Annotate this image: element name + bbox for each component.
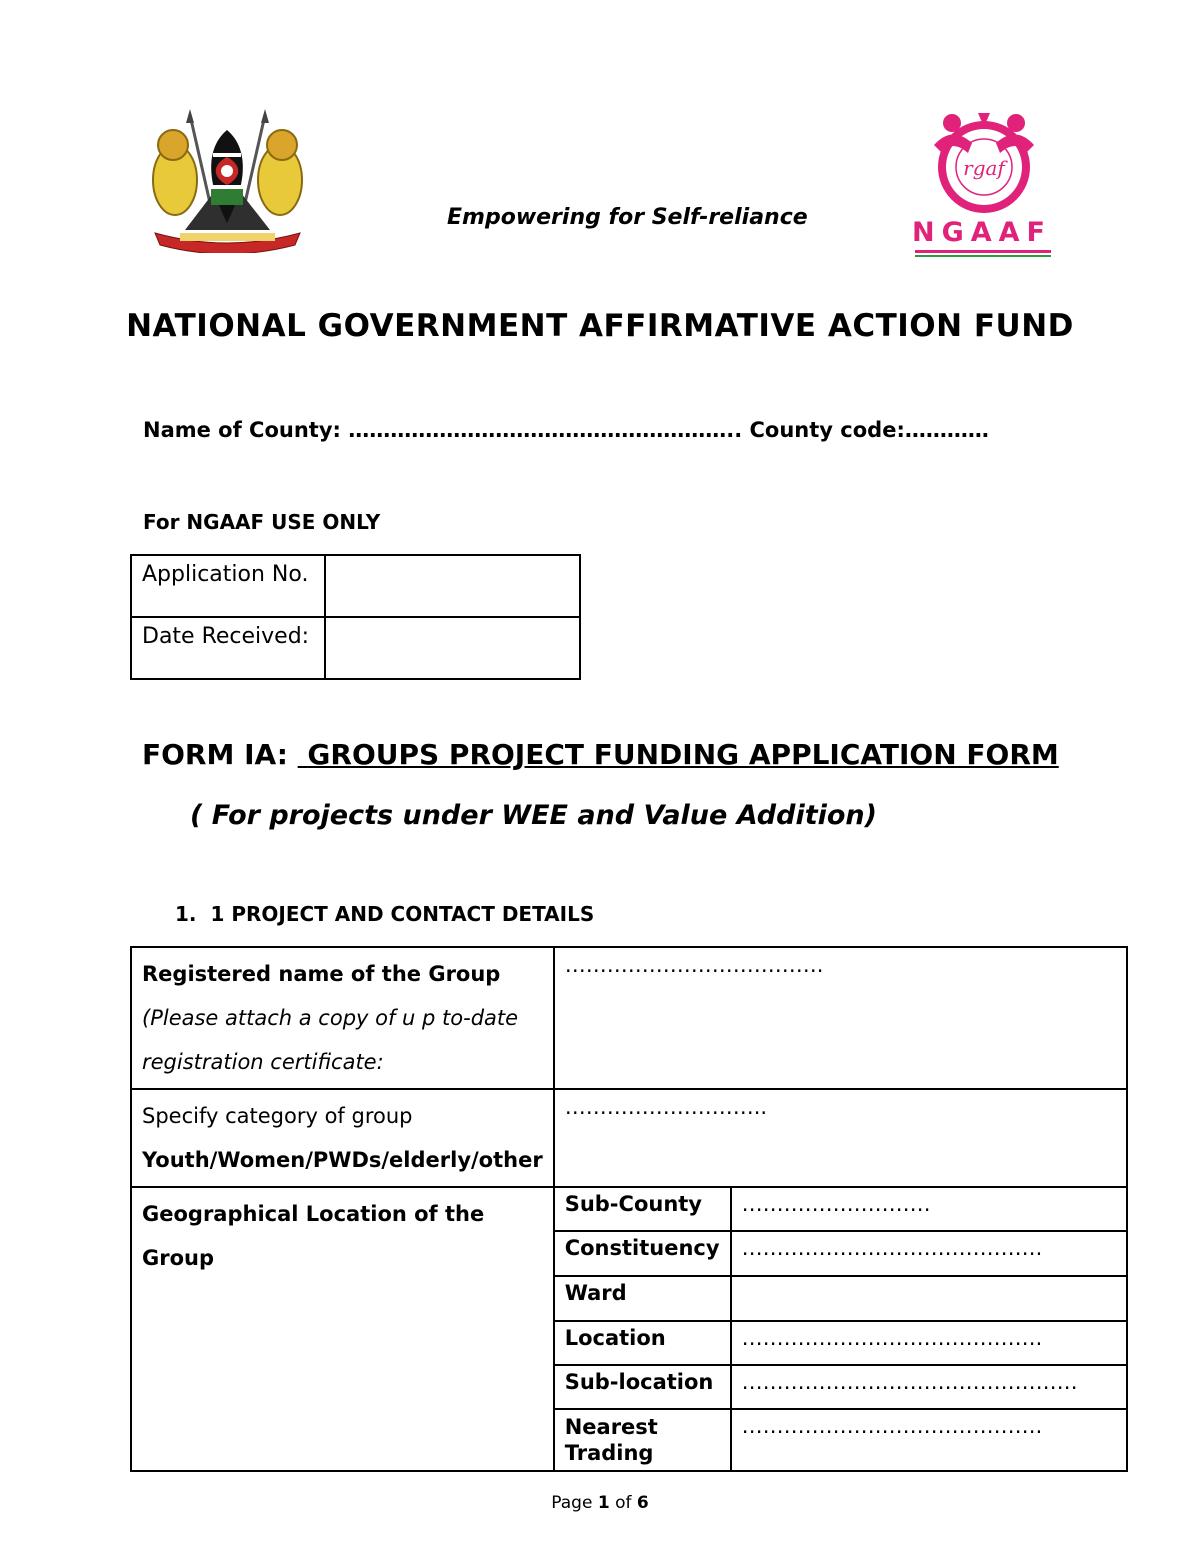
tagline: Empowering for Self-reliance	[447, 205, 808, 230]
ngaaf-logo	[912, 105, 1057, 257]
office-use-table	[130, 554, 581, 680]
page-footer	[0, 1493, 1200, 1513]
application-no-field[interactable]	[325, 555, 580, 617]
ngaaf-logo-text: NGAAF	[912, 217, 1052, 248]
sub-county-field[interactable]: ………………………	[731, 1187, 1127, 1231]
county-line	[143, 418, 989, 442]
table-row	[131, 1187, 1127, 1231]
table-row	[131, 617, 580, 679]
svg-text:rgaf: rgaf	[963, 156, 1005, 180]
group-name-label: Registered name of the Group	[142, 962, 501, 986]
form-name: GROUPS PROJECT FUNDING APPLICATION FORM	[307, 738, 1059, 771]
section-heading	[175, 902, 594, 926]
constituency-label: Constituency	[554, 1231, 731, 1276]
nearest-trading-field[interactable]: …………………………………….	[731, 1409, 1127, 1471]
constituency-field[interactable]: …………………………………….	[731, 1231, 1127, 1276]
location-row-label: Location	[554, 1321, 731, 1365]
section-number: 1.	[175, 902, 197, 926]
page-title: NATIONAL GOVERNMENT AFFIRMATIVE ACTION FUND	[126, 308, 1074, 344]
logo-underline-green	[915, 255, 1051, 257]
group-name-cell	[131, 947, 554, 1089]
table-row	[131, 555, 580, 617]
application-no-label: Application No.	[131, 555, 325, 617]
category-label: Specify category of group	[142, 1104, 413, 1128]
county-code-field[interactable]: …………	[904, 418, 989, 442]
page-total: 6	[636, 1493, 649, 1513]
category-field[interactable]: ………………………..	[554, 1089, 1127, 1187]
group-name-field[interactable]: ……………………………….	[554, 947, 1127, 1089]
group-name-note: (Please attach a copy of u p to-date registration certificate:	[142, 1006, 519, 1074]
county-name-label: Name of County:	[143, 418, 341, 442]
office-use-heading: For NGAAF USE ONLY	[143, 510, 381, 534]
location-field[interactable]: …………………………………….	[731, 1321, 1127, 1365]
form-subtitle: ( For projects under WEE and Value Addition)	[190, 800, 877, 831]
project-details-table	[130, 946, 1128, 1472]
sub-location-field[interactable]: …………………………………………	[731, 1365, 1127, 1409]
ngaaf-emblem-icon	[912, 105, 1057, 215]
location-label: Geographical Location of the Group	[131, 1187, 554, 1471]
county-name-field[interactable]: ………………………………………………..	[348, 418, 743, 442]
logo-underline-pink	[915, 250, 1051, 253]
table-row	[131, 947, 1127, 1089]
category-options: Youth/Women/PWDs/elderly/other	[142, 1148, 543, 1172]
county-code-label: County code:	[749, 418, 905, 442]
section-title: 1 PROJECT AND CONTACT DETAILS	[210, 902, 595, 926]
category-cell	[131, 1089, 554, 1187]
form-title	[142, 738, 1059, 771]
sub-county-label: Sub-County	[554, 1187, 731, 1231]
nearest-trading-label: Nearest Trading	[554, 1409, 731, 1471]
date-received-label: Date Received:	[131, 617, 325, 679]
page-prefix: Page	[551, 1493, 593, 1513]
ward-label: Ward	[554, 1276, 731, 1321]
date-received-field[interactable]	[325, 617, 580, 679]
sub-location-label: Sub-location	[554, 1365, 731, 1409]
table-row	[131, 1089, 1127, 1187]
form-prefix: FORM IA:	[142, 738, 288, 771]
ward-field[interactable]	[731, 1276, 1127, 1321]
page-of: of	[615, 1493, 632, 1513]
page-number: 1	[597, 1493, 610, 1513]
kenya-coat-of-arms-icon	[145, 105, 310, 253]
